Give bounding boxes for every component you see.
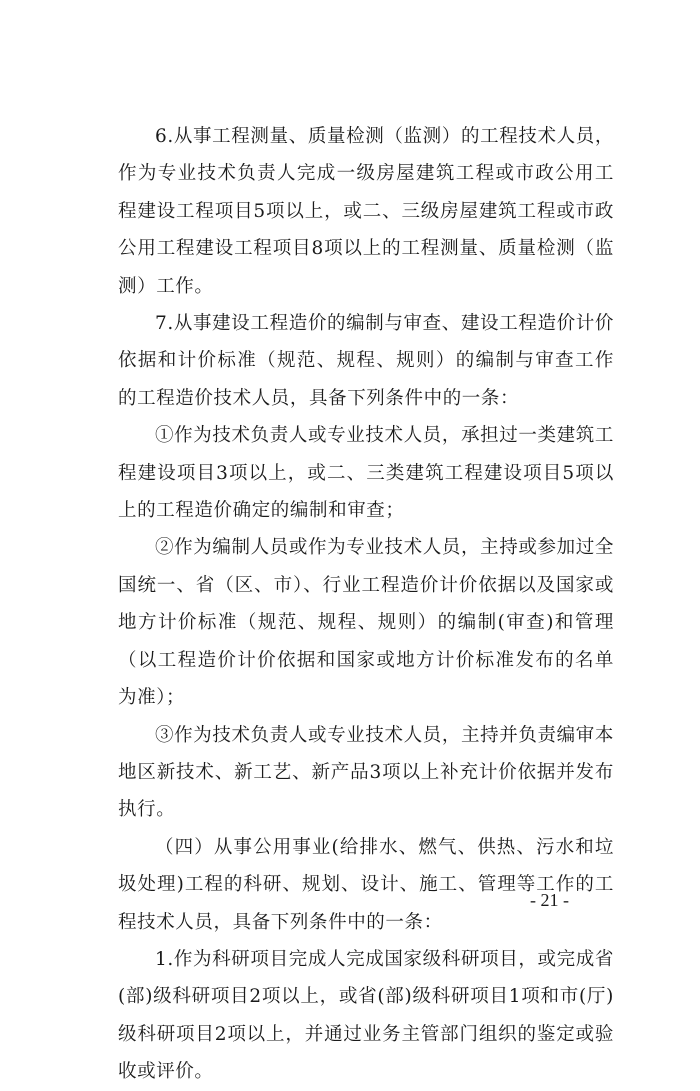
paragraph-item-7-cost-engineering: 7.从事建设工程造价的编制与审查、建设工程造价计价依据和计价标准（规范、规程、规则）的编制与审查工作的工程造价技术人员，具备下列条件中的一条：: [118, 313, 614, 409]
paragraph-subitem-1: ①作为技术负责人或专业技术人员，承担过一类建筑工程建设项目3项以上，或二、三类建筑工程建设项目5项以上的工程造价确定的编制和审查；: [118, 425, 614, 522]
document-body: [118, 118, 614, 1091]
paragraph-item-1-research: 1.作为科研项目完成人完成国家级科研项目，或完成省(部)级科研项目2项以上，或省(部)级科研项目1项和市(厅)级科研项目2项以上，并通过业务主管部门组织的鉴定或验收或评价。: [118, 948, 614, 1083]
paragraph-item-6-surveying: 6.从事工程测量、质量检测（监测）的工程技术人员，作为专业技术负责人完成一级房屋建筑工程或市政公用工程建设工程项目5项以上，或二、三级房屋建筑工程或市政公用工程建设工程项目8项以上的工程测量、质量检测（监测）工作。: [118, 126, 614, 297]
paragraph-subitem-3: ③作为技术负责人或专业技术人员，主持并负责编审本地区新技术、新工艺、新产品3项以上补充计价依据并发布执行。: [118, 724, 614, 821]
page-number: - 21 -: [530, 890, 569, 910]
paragraph-section-4-public-utilities: （四）从事公用事业(给排水、燃气、供热、污水和垃圾处理)工程的科研、规划、设计、施工、管理等工作的工程技术人员，具备下列条件中的一条：: [118, 836, 614, 933]
paragraph-subitem-2: ②作为编制人员或作为专业技术人员，主持或参加过全国统一、省（区、市）、行业工程造价计价依据以及国家或地方计价标准（规范、规程、规则）的编制(审查)和管理（以工程造价计价依据和国家或地方计价标准发布的名单为准）；: [118, 537, 614, 709]
